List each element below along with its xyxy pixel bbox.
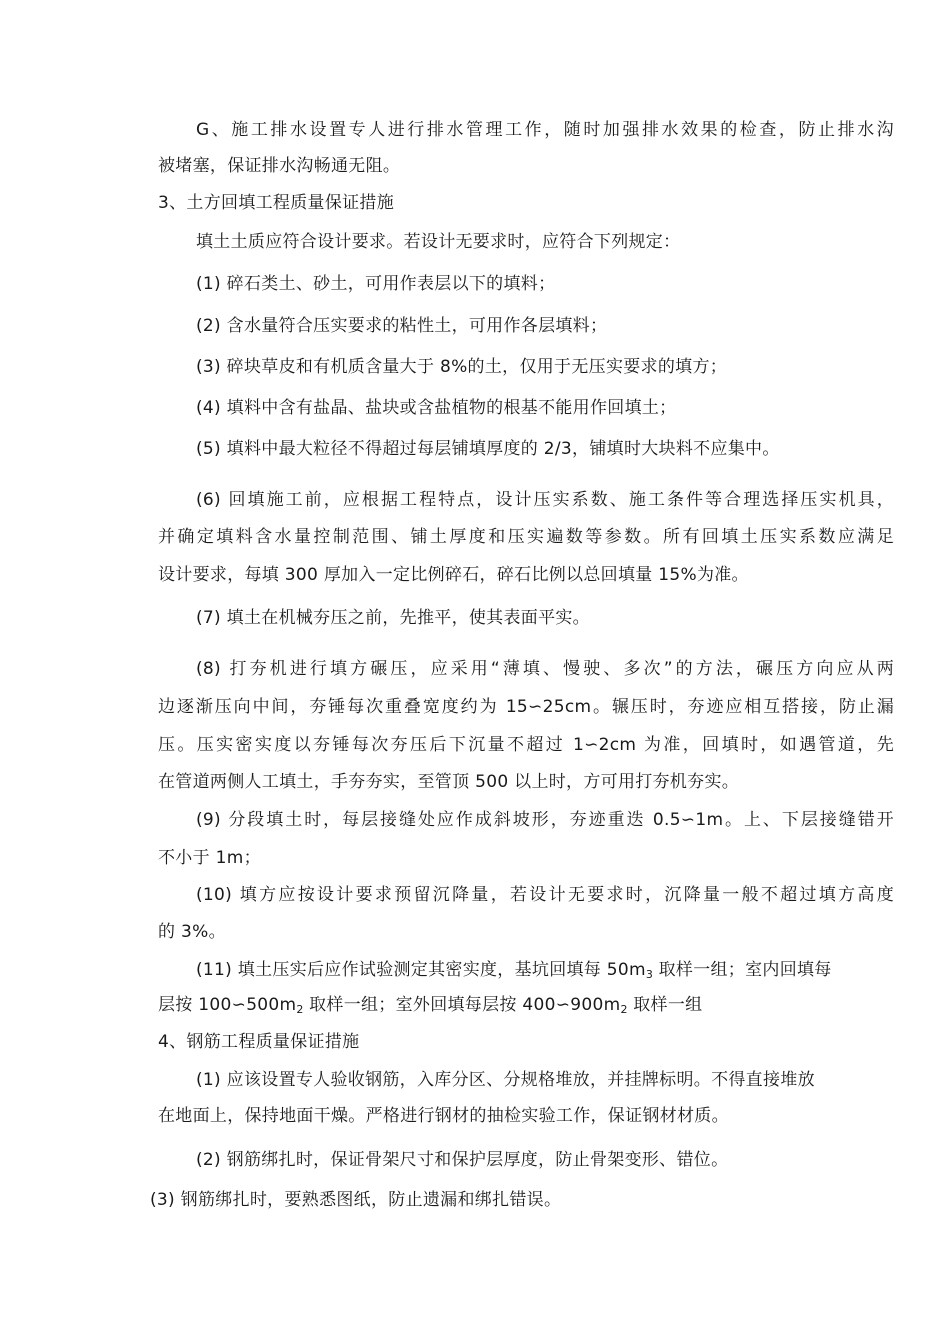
section-3-heading: 3、土方回填工程质量保证措施 (158, 193, 395, 213)
section-3-item-2: (2) 含水量符合压实要求的粘性土，可用作各层填料； (196, 316, 608, 336)
section-3-item-6-line-1: (6) 回填施工前，应根据工程特点，设计压实系数、施工条件等合理选择压实机具， (196, 490, 894, 510)
section-4-item-1-line-1: (1) 应该设置专人验收钢筋，入库分区、分规格堆放，并挂牌标明。不得直接堆放 (196, 1070, 815, 1090)
section-4-item-3: (3) 钢筋绑扎时，要熟悉图纸，防止遗漏和绑扎错误。 (150, 1190, 562, 1210)
item-11-line-1-text-a: (11) 填土压实后应作试验测定其密实度，基坑回填每 50m (196, 960, 646, 980)
section-3-item-11-line-1 (196, 958, 832, 987)
g-item-line-1: G、施工排水设置专人进行排水管理工作，随时加强排水效果的检查，防止排水沟 (196, 120, 894, 140)
section-3-item-11-line-2 (158, 993, 702, 1022)
item-11-line-2-text-a: 层按 100∽500m (158, 995, 297, 1015)
section-3-item-5: (5) 填料中最大粒径不得超过每层铺填厚度的 2/3，铺填时大块料不应集中。 (196, 439, 780, 459)
section-3-item-4: (4) 填料中含有盐晶、盐块或含盐植物的根基不能用作回填土； (196, 398, 677, 418)
section-3-item-1: (1) 碎石类土、砂土，可用作表层以下的填料； (196, 274, 556, 294)
section-3-item-10-line-2: 的 3%。 (158, 922, 226, 942)
g-item-line-2: 被堵塞，保证排水沟畅通无阻。 (158, 156, 401, 176)
section-3-item-8-line-1: (8) 打夯机进行填方碾压，应采用“薄填、慢驶、多次”的方法，碾压方向应从两 (196, 659, 894, 679)
square-superscript-2: 2 (620, 1003, 628, 1016)
section-3-item-7: (7) 填土在机械夯压之前，先推平，使其表面平实。 (196, 608, 590, 628)
section-4-item-2: (2) 钢筋绑扎时，保证骨架尺寸和保护层厚度，防止骨架变形、错位。 (196, 1150, 729, 1170)
item-11-line-2-text-c: 取样一组 (627, 995, 703, 1015)
section-3-item-8-line-4: 在管道两侧人工填土，手夯夯实，至管顶 500 以上时，方可用打夯机夯实。 (158, 772, 740, 792)
section-3-item-10-line-1: (10) 填方应按设计要求预留沉降量，若设计无要求时，沉降量一般不超过填方高度 (196, 885, 894, 905)
section-3-item-6-line-2: 并确定填料含水量控制范围、铺土厚度和压实遍数等参数。所有回填土压实系数应满足 (158, 527, 894, 547)
section-3-item-8-line-2: 边逐渐压向中间，夯锤每次重叠宽度约为 15∽25cm。辗压时，夯迹应相互搭接，防止漏 (158, 697, 894, 717)
section-3-intro: 填土土质应符合设计要求。若设计无要求时，应符合下列规定： (196, 232, 681, 252)
item-11-line-1-text-b: 取样一组；室内回填每 (652, 960, 832, 980)
section-3-item-8-line-3: 压。压实密实度以夯锤每次夯压后下沉量不超过 1∽2cm 为准，回填时，如遇管道，先 (158, 735, 894, 755)
section-3-item-9-line-2: 不小于 1m； (158, 848, 261, 868)
section-3-item-3: (3) 碎块草皮和有机质含量大于 8%的土，仅用于无压实要求的填方； (196, 357, 728, 377)
square-superscript-1: 2 (296, 1003, 304, 1016)
section-3-item-6-line-3: 设计要求，每填 300 厚加入一定比例碎石，碎石比例以总回填量 15%为准。 (158, 565, 749, 585)
section-4-item-1-line-2: 在地面上，保持地面干燥。严格进行钢材的抽检实验工作，保证钢材材质。 (158, 1106, 729, 1126)
section-4-heading: 4、钢筋工程质量保证措施 (158, 1032, 360, 1052)
section-3-item-9-line-1: (9) 分段填土时，每层接缝处应作成斜坡形，夯迹重迭 0.5∽1m。上、下层接缝错开 (196, 810, 894, 830)
cubic-superscript: 3 (645, 968, 653, 981)
item-11-line-2-text-b: 取样一组；室外回填每层按 400∽900m (303, 995, 621, 1015)
